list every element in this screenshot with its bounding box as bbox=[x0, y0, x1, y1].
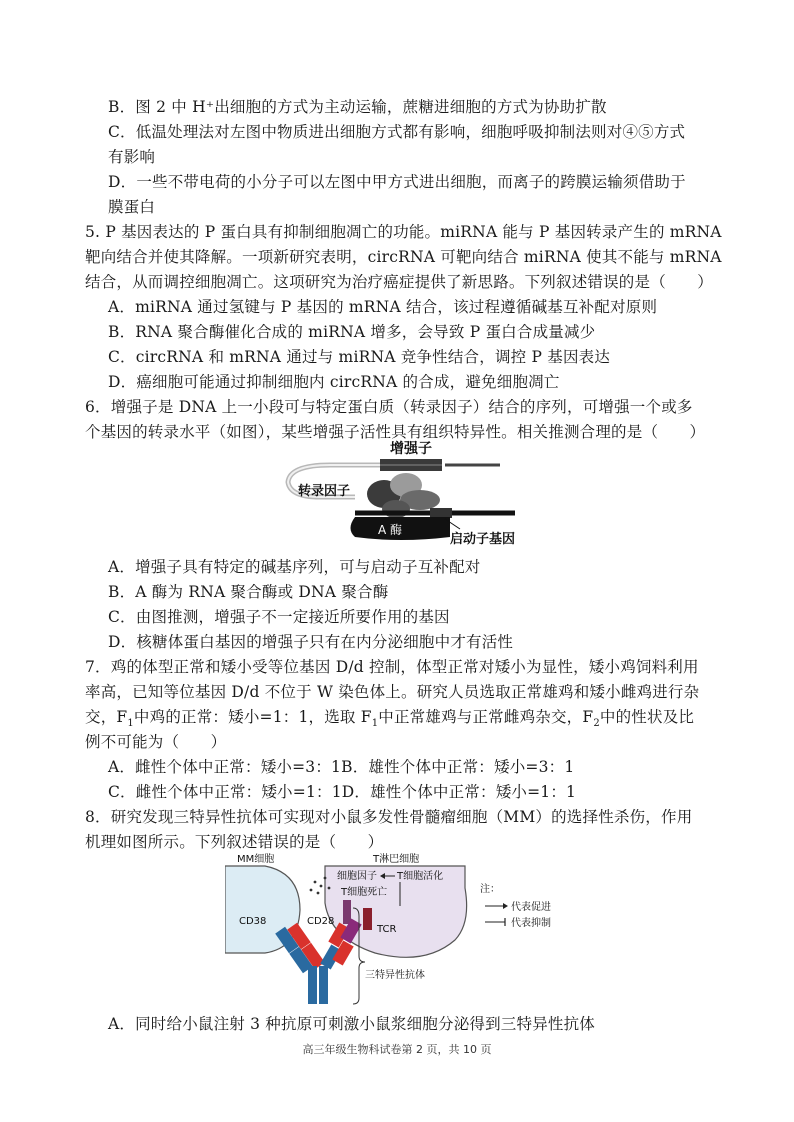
enhancer-label: 增强子 bbox=[390, 441, 432, 457]
enhancer-diagram bbox=[280, 437, 530, 549]
q4-option-c-cont: 有影响 bbox=[108, 148, 156, 166]
t-activation-label: T细胞活化 bbox=[397, 871, 444, 882]
q6-option-b: B．A 酶为 RNA 聚合酶或 DNA 聚合酶 bbox=[108, 583, 389, 601]
legend-note: 注： bbox=[480, 884, 500, 895]
cd28-label: CD28 bbox=[307, 916, 335, 927]
q5-option-d: D．癌细胞可能通过抑制细胞内 circRNA 的合成，避免细胞凋亡 bbox=[108, 373, 560, 391]
cytokine-label: 细胞因子 bbox=[337, 871, 377, 882]
legend-promote: 代表促进 bbox=[511, 902, 551, 913]
q5-option-b: B．RNA 聚合酶催化合成的 miRNA 增多，会导致 P 蛋白合成量减少 bbox=[108, 323, 596, 341]
q5-option-a: A．miRNA 通过氢键与 P 基因的 mRNA 结合，该过程遵循碱基互补配对原则 bbox=[108, 298, 658, 316]
antibody-fc-right bbox=[319, 966, 328, 1004]
q7-options-cd: C．雌性个体中正常：矮小=1：1D．雄性个体中正常：矮小=1：1 bbox=[108, 783, 577, 801]
cd38-label: CD38 bbox=[239, 916, 267, 927]
enzyme-a-label: A 酶 bbox=[378, 523, 403, 537]
cd28-receptor bbox=[343, 900, 351, 924]
promoter-gene-label: 启动子基因 bbox=[450, 532, 516, 547]
t-cell-label: T淋巴细胞 bbox=[373, 854, 420, 865]
legend-inhibit: 代表抑制 bbox=[511, 918, 551, 929]
q8-stem-line2: 机理如图所示。下列叙述错误的是（ ） bbox=[85, 833, 384, 851]
q5-stem-line3: 结合，从而调控细胞凋亡。这项研究为治疗癌症提供了新思路。下列叙述错误的是（ ） bbox=[85, 273, 714, 291]
promoter-block bbox=[430, 508, 452, 518]
q5-stem-line1: 5. P 基因表达的 P 蛋白具有抑制细胞凋亡的功能。miRNA 能与 P 基因转录产生的 mRNA bbox=[85, 223, 722, 241]
q5-stem-line2: 靶向结合并使其降解。一项新研究表明，circRNA 可靶向结合 miRNA 使其不能与 mRNA bbox=[85, 248, 722, 266]
q4-option-c: C．低温处理法对左图中物质进出细胞方式都有影响，细胞呼吸抑制法则对④⑤方式 bbox=[108, 123, 686, 141]
q4-option-b: B．图 2 中 H⁺出细胞的方式为主动运输，蔗糖进细胞的方式为协助扩散 bbox=[108, 98, 607, 116]
antibody-label: 三特异性抗体 bbox=[365, 970, 425, 981]
q7-stem-line4: 例不可能为（ ） bbox=[85, 733, 227, 751]
q6-option-a: A．增强子具有特定的碱基序列，可与启动子互补配对 bbox=[108, 558, 481, 576]
q7-stem-line3: 交，$F_1$中鸡的正常：矮小=1：1，选取 $F_1$中正常雄鸡与正常雌鸡杂交，$F_2$中的性状及比 bbox=[85, 708, 695, 730]
transcription-factor-label: 转录因子 bbox=[298, 484, 351, 499]
q6-stem-line1: 6．增强子是 DNA 上一小段可与特定蛋白质（转录因子）结合的序列，可增强一个或多 bbox=[85, 398, 693, 416]
q8-option-a: A．同时给小鼠注射 3 种抗原可刺激小鼠浆细胞分泌得到三特异性抗体 bbox=[108, 1015, 596, 1033]
antibody-left-arm bbox=[275, 923, 325, 974]
tcr-receptor bbox=[363, 908, 372, 930]
q4-option-d: D．一些不带电荷的小分子可以左图中甲方式进出细胞，而离子的跨膜运输须借助于 bbox=[108, 173, 686, 191]
antibody-diagram bbox=[225, 848, 570, 1008]
q5-option-c: C．circRNA 和 mRNA 通过与 miRNA 竞争性结合，调控 P 基因表达 bbox=[108, 348, 611, 366]
q6-stem-line2: 个基因的转录水平（如图），某些增强子活性具有组织特异性。相关推测合理的是（ ） bbox=[85, 423, 706, 441]
page-footer: 高三年级生物科试卷第 2 页，共 10 页 bbox=[302, 1043, 492, 1056]
antibody-fc-left bbox=[308, 966, 317, 1004]
q8-stem-line1: 8．研究发现三特异性抗体可实现对小鼠多发性骨髓瘤细胞（MM）的选择性杀伤，作用 bbox=[85, 808, 693, 826]
q7-stem-line2: 率高，已知等位基因 D/d 不位于 W 染色体上。研究人员选取正常雄鸡和矮小雌鸡进行杂 bbox=[85, 683, 700, 701]
q7-stem-line1: 7．鸡的体型正常和矮小受等位基因 D/d 控制，体型正常对矮小为显性，矮小鸡饲料利用 bbox=[85, 658, 699, 676]
q4-option-d-cont: 膜蛋白 bbox=[108, 198, 156, 216]
mm-cell-label: MM细胞 bbox=[237, 854, 275, 865]
t-death-label: T细胞死亡 bbox=[341, 887, 388, 898]
q7-options-ab: A．雌性个体中正常：矮小=3：1B．雄性个体中正常：矮小=3：1 bbox=[108, 758, 575, 776]
q6-option-c: C．由图推测，增强子不一定接近所要作用的基因 bbox=[108, 608, 450, 626]
q6-option-d: D．核糖体蛋白基因的增强子只有在内分泌细胞中才有活性 bbox=[108, 633, 514, 651]
tcr-label: TCR bbox=[377, 924, 397, 935]
